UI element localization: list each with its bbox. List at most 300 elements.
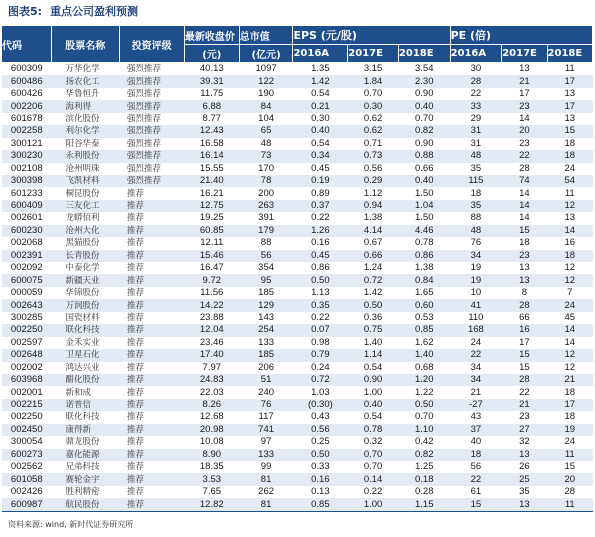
cell-eps-2017: 0.22 (363, 486, 383, 498)
cell-rating: 强烈推荐 (127, 138, 162, 149)
cell-pe-2017: 74 (502, 175, 547, 187)
cell-rating: 强烈推荐 (127, 163, 162, 174)
cell-name: 新和成 (65, 387, 92, 398)
cell-eps-2016: 0.86 (311, 262, 330, 274)
cell-code: 002258 (2, 125, 52, 137)
cell-eps-2016: 0.50 (293, 449, 348, 461)
header-rating: 投资评级 (119, 26, 184, 63)
cell-eps-2016: 1.42 (293, 75, 348, 87)
cell-price: 6.88 (184, 100, 239, 112)
cell-rating: 强烈推荐 (127, 89, 162, 100)
cell-pe-2018: 18 (547, 150, 592, 162)
header-eps-2016: 2016A (293, 45, 348, 63)
cell-name: 醋化股份 (52, 374, 119, 386)
cell-pe-2016: 28 (450, 75, 502, 87)
cell-eps-2016: 0.13 (311, 486, 330, 498)
cell-eps-2017: 0.78 (348, 424, 399, 436)
cell-pe-2017: 13 (502, 449, 547, 461)
cell-eps-2016: 0.30 (311, 112, 330, 124)
cell-price: 11.75 (200, 88, 224, 100)
cell-eps-2017: 0.70 (363, 461, 383, 473)
cell-eps-2017: 4.14 (348, 225, 399, 237)
table-row (2, 125, 593, 137)
cell-pe-2017: 26 (519, 461, 530, 473)
table-row (2, 287, 593, 299)
cell-pe-2016: 48 (450, 225, 502, 237)
cell-code: 300230 (2, 150, 52, 162)
cell-mktcap: 254 (239, 324, 293, 336)
cell-pe-2018: 11 (547, 449, 592, 461)
cell-name: 鼎龙股份 (65, 437, 100, 448)
cell-code: 002108 (10, 162, 43, 174)
cell-pe-2017: 23 (502, 100, 547, 112)
cell-eps-2017: 0.90 (348, 374, 399, 386)
table-row (2, 436, 593, 448)
cell-eps-2017: 0.54 (363, 411, 383, 423)
cell-code: 603968 (2, 374, 52, 386)
header-pe-2017: 2017E (502, 45, 547, 63)
cell-eps-2017: 0.14 (348, 473, 399, 485)
cell-price: 12.82 (184, 498, 239, 511)
cell-mktcap: 48 (260, 137, 272, 149)
cell-rating: 推荐 (127, 487, 145, 498)
cell-mktcap: 200 (258, 187, 275, 199)
cell-name: 三友化工 (52, 200, 119, 212)
cell-pe-2017: 28 (519, 162, 530, 174)
cell-pe-2018: 21 (547, 374, 592, 386)
caption-title: 重点公司盈利预测 (50, 5, 139, 18)
table-row (2, 88, 593, 100)
cell-mktcap: 104 (258, 112, 275, 124)
cell-pe-2018: 11 (564, 187, 575, 199)
cell-eps-2017: 1.38 (363, 212, 383, 224)
cell-name: 永利股份 (52, 150, 119, 162)
cell-eps-2018: 1.22 (414, 386, 434, 398)
cell-price: 15.46 (184, 250, 239, 262)
cell-pe-2016: 37 (450, 424, 502, 436)
cell-eps-2018: 1.20 (398, 374, 450, 386)
cell-pe-2017: 14 (519, 112, 530, 124)
cell-price: 12.43 (184, 125, 239, 137)
cell-price: 7.65 (202, 486, 222, 498)
cell-price: 8.77 (202, 112, 222, 124)
cell-pe-2017: 14 (519, 187, 530, 199)
cell-pe-2017: 28 (502, 374, 547, 386)
cell-code: 600987 (2, 498, 52, 511)
cell-name: 康得新 (52, 424, 119, 436)
cell-eps-2017: 1.42 (363, 287, 383, 299)
header-mktcap-unit: (亿元) (239, 45, 293, 63)
header-eps-2017: 2017E (348, 45, 399, 63)
cell-pe-2016: 76 (470, 237, 482, 249)
cell-name: 黑猫股份 (65, 238, 100, 249)
cell-eps-2018: 0.70 (414, 411, 434, 423)
cell-eps-2016: 0.43 (311, 411, 330, 423)
cell-pe-2018: 18 (564, 411, 576, 423)
cell-pe-2016: 33 (450, 100, 502, 112)
caption-label: 图表5: (8, 5, 43, 18)
cell-rating: 推荐 (127, 263, 145, 274)
cell-eps-2017: 0.72 (348, 274, 399, 286)
cell-eps-2018: 0.70 (414, 112, 434, 124)
cell-mktcap: 170 (258, 162, 275, 174)
cell-price: 7.97 (202, 361, 222, 373)
cell-mktcap: 76 (239, 399, 293, 411)
cell-eps-2018: 0.18 (398, 473, 450, 485)
cell-eps-2016: 1.26 (293, 225, 348, 237)
table-row (2, 163, 593, 175)
cell-eps-2017: 0.36 (363, 311, 383, 323)
cell-eps-2018: 0.68 (414, 361, 434, 373)
cell-eps-2016: 0.24 (311, 361, 330, 373)
cell-code: 600273 (2, 449, 52, 461)
cell-name: 华鲁恒升 (65, 89, 100, 100)
cell-pe-2018: 14 (547, 324, 592, 336)
cell-mktcap: 95 (239, 274, 293, 286)
cell-pe-2018: 45 (564, 311, 576, 323)
cell-pe-2016: 19 (470, 262, 482, 274)
cell-code: 300121 (10, 137, 43, 149)
cell-code: 002068 (10, 237, 43, 249)
cell-name: 胜利精密 (65, 487, 100, 498)
forecast-table (2, 26, 593, 512)
cell-rating: 推荐 (119, 299, 184, 311)
cell-price: 22.03 (199, 386, 224, 398)
cell-name: 赛轮金宇 (52, 473, 119, 485)
cell-pe-2018: 17 (547, 100, 592, 112)
cell-eps-2018: 1.50 (414, 187, 434, 199)
cell-eps-2016: 0.22 (311, 311, 330, 323)
cell-price: 16.58 (199, 137, 224, 149)
cell-mktcap: 143 (258, 311, 275, 323)
cell-eps-2016: 0.35 (293, 299, 348, 311)
table-row (2, 299, 593, 311)
cell-name: 卫星石化 (52, 349, 119, 361)
cell-pe-2017: 23 (502, 250, 547, 262)
cell-name: 嘉化能源 (52, 449, 119, 461)
cell-pe-2017: 66 (519, 311, 530, 323)
cell-pe-2017: 17 (519, 88, 530, 100)
cell-eps-2017: 1.14 (348, 349, 399, 361)
cell-eps-2016: 0.19 (293, 175, 348, 187)
table-row (2, 200, 593, 212)
cell-name: 海利得 (52, 100, 119, 112)
cell-eps-2017: 1.12 (363, 187, 383, 199)
header-eps: EPS (元/股) (293, 26, 450, 45)
cell-pe-2017: 14 (502, 200, 547, 212)
cell-name: 航民股份 (52, 498, 119, 511)
cell-pe-2017: 13 (519, 63, 530, 75)
cell-price: 60.85 (184, 225, 239, 237)
cell-pe-2017: 32 (519, 436, 530, 448)
cell-eps-2018: 0.42 (414, 436, 434, 448)
cell-eps-2018: 1.25 (414, 461, 434, 473)
cell-eps-2018: 1.15 (398, 498, 450, 511)
cell-eps-2018: 1.38 (414, 262, 434, 274)
cell-code: 600075 (2, 274, 52, 286)
cell-pe-2018: 12 (564, 262, 576, 274)
cell-code: 002250 (2, 324, 52, 336)
cell-eps-2016: 0.54 (311, 137, 330, 149)
cell-eps-2018: 0.40 (398, 100, 450, 112)
cell-code: 002450 (2, 424, 52, 436)
cell-mktcap: 73 (239, 150, 293, 162)
cell-mktcap: 81 (239, 473, 293, 485)
cell-pe-2016: 35 (470, 162, 482, 174)
cell-mktcap: 263 (239, 200, 293, 212)
cell-name: 鸿达兴业 (65, 362, 100, 373)
cell-mktcap: 122 (239, 75, 293, 87)
table-row (2, 212, 593, 224)
source-note: 资料来源: wind, 新时代证券研究所 (8, 520, 134, 529)
table-header (2, 26, 593, 63)
cell-eps-2018: 2.30 (398, 75, 450, 87)
cell-code: 601678 (10, 112, 43, 124)
cell-mktcap: 1097 (255, 63, 277, 75)
cell-code: 002391 (2, 250, 52, 262)
cell-code: 600230 (2, 225, 52, 237)
cell-pe-2017: 17 (519, 336, 530, 348)
cell-pe-2016: 24 (470, 336, 482, 348)
cell-pe-2017: 13 (502, 274, 547, 286)
cell-eps-2017: 1.40 (363, 336, 383, 348)
cell-pe-2018: 24 (564, 162, 576, 174)
cell-eps-2017: 0.62 (363, 112, 383, 124)
cell-code: 300054 (10, 436, 43, 448)
cell-code: 601233 (10, 187, 43, 199)
header-pe-2018: 2018E (547, 45, 592, 63)
cell-mktcap: 88 (260, 237, 272, 249)
cell-eps-2016: 0.50 (293, 274, 348, 286)
cell-price: 19.25 (199, 212, 224, 224)
cell-eps-2016: 1.03 (311, 386, 330, 398)
table-row (2, 411, 593, 423)
cell-rating: 推荐 (127, 188, 145, 199)
cell-price: 24.83 (184, 374, 239, 386)
header-pe-2016: 2016A (450, 45, 502, 63)
cell-pe-2018: 24 (564, 436, 576, 448)
cell-pe-2017: 16 (502, 324, 547, 336)
cell-pe-2018: 12 (564, 361, 576, 373)
cell-eps-2018: 0.78 (414, 237, 434, 249)
cell-pe-2017: 15 (502, 349, 547, 361)
table-row (2, 225, 593, 237)
cell-eps-2018: 0.90 (414, 88, 434, 100)
cell-pe-2016: 168 (450, 324, 502, 336)
cell-name: 利尔化学 (52, 125, 119, 137)
cell-pe-2018: 11 (547, 498, 592, 511)
cell-name: 长青股份 (52, 250, 119, 262)
cell-eps-2017: 0.40 (348, 399, 399, 411)
header-price-unit: (元) (184, 45, 239, 63)
cell-code: 002001 (10, 386, 43, 398)
cell-price: 12.68 (199, 411, 224, 423)
cell-price: 12.11 (200, 237, 224, 249)
table-row (2, 187, 593, 199)
cell-eps-2018: 1.10 (398, 424, 450, 436)
table-row (2, 312, 593, 324)
cell-pe-2017: 15 (519, 361, 530, 373)
cell-name: 联化科技 (65, 412, 100, 423)
cell-code: 002250 (10, 411, 43, 423)
cell-eps-2016: 0.34 (293, 150, 348, 162)
cell-rating: 强烈推荐 (119, 75, 184, 87)
cell-name: 万华化学 (65, 64, 100, 75)
cell-rating: 强烈推荐 (119, 175, 184, 187)
cell-name: 联化科技 (52, 324, 119, 336)
cell-rating: 推荐 (119, 449, 184, 461)
cell-code: 002648 (2, 349, 52, 361)
cell-eps-2018: 1.62 (414, 336, 434, 348)
table-row (2, 175, 593, 187)
cell-rating: 推荐 (119, 498, 184, 511)
cell-eps-2016: 0.98 (311, 336, 330, 348)
table-row (2, 424, 593, 436)
cell-rating: 推荐 (119, 374, 184, 386)
cell-pe-2016: 31 (450, 125, 502, 137)
cell-price: 12.75 (184, 200, 239, 212)
cell-pe-2018: 11 (564, 63, 575, 75)
cell-eps-2017: 0.54 (363, 361, 383, 373)
cell-eps-2017: 0.50 (348, 299, 399, 311)
cell-code: 002643 (2, 299, 52, 311)
cell-rating: 推荐 (127, 362, 145, 373)
table-row (2, 113, 593, 125)
cell-mktcap: 97 (260, 436, 272, 448)
cell-name: 沧州明珠 (65, 163, 100, 174)
cell-price: 21.40 (184, 175, 239, 187)
cell-eps-2017: 0.71 (363, 137, 383, 149)
cell-eps-2016: 0.16 (311, 237, 330, 249)
cell-eps-2016: 1.35 (311, 63, 330, 75)
cell-code: 600426 (10, 88, 43, 100)
cell-price: 15.55 (199, 162, 224, 174)
cell-code: 002002 (10, 361, 43, 373)
cell-rating: 推荐 (119, 200, 184, 212)
cell-rating: 推荐 (127, 437, 145, 448)
cell-price: 17.40 (184, 349, 239, 361)
cell-mktcap: 81 (239, 498, 293, 511)
cell-eps-2018: 0.82 (398, 449, 450, 461)
cell-eps-2016: 0.21 (293, 100, 348, 112)
cell-pe-2017: 13 (502, 498, 547, 511)
cell-code: 002597 (10, 336, 43, 348)
cell-pe-2018: 17 (547, 399, 592, 411)
cell-pe-2016: 10 (470, 287, 482, 299)
cell-pe-2018: 13 (564, 88, 576, 100)
cell-mktcap: 56 (239, 250, 293, 262)
cell-pe-2017: 21 (502, 399, 547, 411)
cell-price: 3.53 (184, 473, 239, 485)
cell-eps-2017: 0.73 (348, 150, 399, 162)
cell-eps-2018: 0.85 (398, 324, 450, 336)
cell-eps-2018: 1.65 (414, 287, 434, 299)
cell-code: 000059 (10, 287, 43, 299)
cell-mktcap: 129 (239, 299, 293, 311)
cell-eps-2016: 0.54 (311, 88, 330, 100)
cell-pe-2016: 22 (450, 473, 502, 485)
cell-eps-2016: 0.25 (311, 436, 330, 448)
cell-pe-2016: 48 (450, 150, 502, 162)
cell-pe-2016: 34 (450, 374, 502, 386)
cell-eps-2017: 0.30 (348, 100, 399, 112)
cell-pe-2017: 25 (502, 473, 547, 485)
cell-eps-2017: 0.94 (348, 200, 399, 212)
cell-pe-2016: 19 (450, 274, 502, 286)
cell-rating: 推荐 (127, 213, 145, 224)
cell-name: 华锦股份 (65, 288, 100, 299)
cell-name: 金禾实业 (65, 337, 100, 348)
cell-pe-2016: 21 (470, 386, 482, 398)
cell-eps-2017: 0.62 (348, 125, 399, 137)
cell-pe-2017: 13 (519, 262, 530, 274)
cell-pe-2018: 13 (564, 112, 576, 124)
cell-rating: 推荐 (119, 324, 184, 336)
cell-code: 601058 (2, 473, 52, 485)
cell-mktcap: 262 (258, 486, 275, 498)
cell-price: 8.26 (184, 399, 239, 411)
table-body (2, 63, 593, 512)
cell-pe-2016: 40 (470, 436, 482, 448)
cell-code: 600409 (2, 200, 52, 212)
cell-name: 阳谷华泰 (65, 138, 100, 149)
cell-mktcap: 190 (258, 88, 275, 100)
cell-eps-2017: 0.70 (363, 88, 383, 100)
cell-rating: 推荐 (127, 412, 145, 423)
cell-mktcap: 354 (258, 262, 275, 274)
cell-eps-2016: 1.13 (311, 287, 330, 299)
cell-eps-2018: 1.40 (398, 349, 450, 361)
table-row (2, 237, 593, 249)
cell-price: 12.04 (184, 324, 239, 336)
cell-mktcap: 179 (239, 225, 293, 237)
cell-pe-2017: 27 (502, 424, 547, 436)
cell-pe-2016: 18 (470, 187, 482, 199)
cell-eps-2017: 0.70 (348, 449, 399, 461)
cell-mktcap: 99 (260, 461, 272, 473)
cell-pe-2018: 18 (564, 386, 576, 398)
cell-price: 9.72 (184, 274, 239, 286)
cell-pe-2017: 21 (502, 75, 547, 87)
cell-pe-2018: 18 (547, 250, 592, 262)
cell-mktcap: 117 (258, 411, 274, 423)
cell-rating: 强烈推荐 (119, 125, 184, 137)
cell-pe-2017: 23 (519, 137, 530, 149)
cell-pe-2016: 22 (470, 88, 482, 100)
cell-rating: 强烈推荐 (119, 150, 184, 162)
cell-pe-2016: 41 (450, 299, 502, 311)
cell-pe-2017: 8 (521, 287, 528, 299)
cell-code: 600486 (2, 75, 52, 87)
cell-eps-2018: 3.54 (414, 63, 434, 75)
table-row (2, 449, 593, 461)
cell-pe-2018: 17 (547, 75, 592, 87)
table-row (2, 386, 593, 398)
cell-eps-2016: 0.45 (293, 250, 348, 262)
table-row (2, 100, 593, 112)
cell-pe-2017: 14 (519, 212, 530, 224)
cell-code: 002092 (10, 262, 43, 274)
cell-pe-2017: 20 (502, 125, 547, 137)
cell-rating: 推荐 (127, 288, 145, 299)
header-price: 最新收盘价 (184, 26, 239, 45)
cell-code: 002206 (2, 100, 52, 112)
cell-code: 002601 (10, 212, 43, 224)
table-caption (8, 4, 138, 20)
cell-price: 10.08 (199, 436, 224, 448)
cell-eps-2017: 0.32 (363, 436, 383, 448)
table-row (2, 250, 593, 262)
